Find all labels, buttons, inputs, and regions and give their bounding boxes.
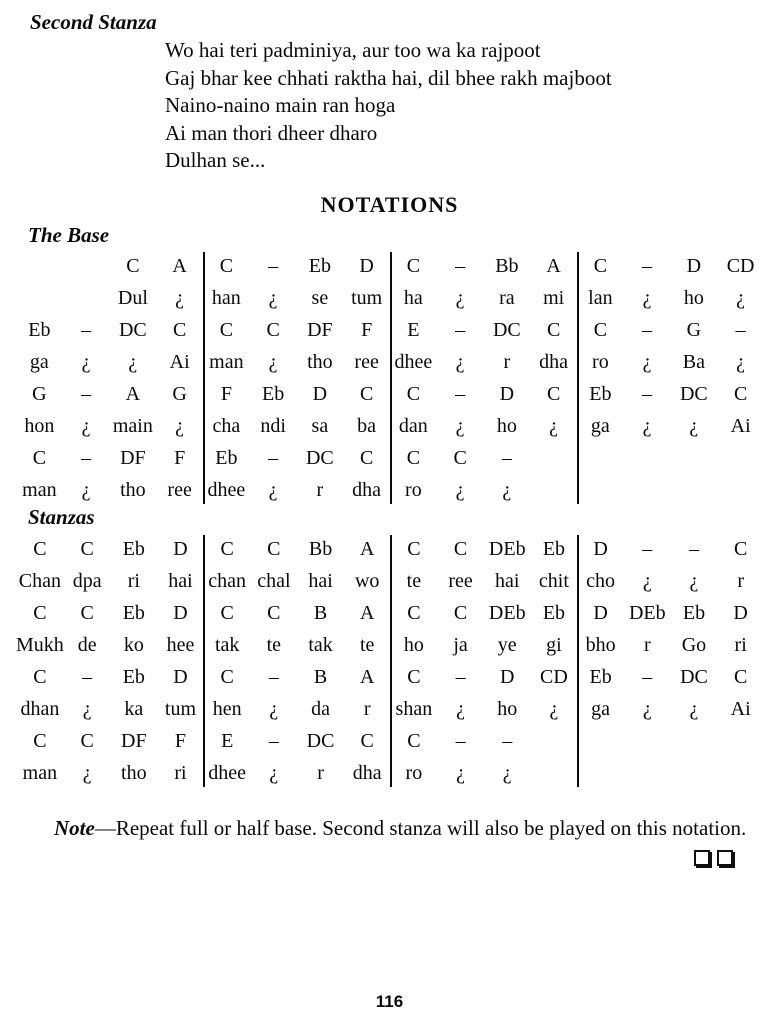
- notation-cell: Ai: [730, 698, 751, 720]
- notation-cell: ga: [590, 415, 610, 437]
- notation-cell: C: [733, 383, 748, 405]
- notation-cell: [671, 757, 718, 789]
- notation-cell: hai: [308, 570, 333, 592]
- notation-cell: ¿: [502, 479, 512, 501]
- notation-cell: DC: [306, 730, 335, 752]
- notation-cell: ¿: [689, 415, 699, 437]
- notation-cell: ¿: [736, 351, 746, 373]
- notation-cell: Bb: [308, 538, 333, 560]
- notation-cell: –: [501, 447, 512, 469]
- notation-cell: te: [266, 634, 282, 656]
- notation-cell: Eb: [122, 666, 145, 688]
- notation-cell: D: [173, 538, 188, 560]
- notation-cell: [577, 442, 624, 474]
- notation-cell: G: [32, 383, 47, 405]
- notation-cell: C: [407, 666, 421, 688]
- notation-cell: tak: [308, 634, 333, 656]
- notation-cell: DF: [120, 447, 146, 469]
- notation-cell: ¿: [455, 479, 465, 501]
- notation-cell: r: [643, 634, 651, 656]
- notation-cell: Eb: [308, 255, 331, 277]
- notation-cell: Eb: [682, 602, 706, 624]
- note-text: —Repeat full or half base. Second stanza will also be played on this notation.: [94, 816, 747, 840]
- notation-cell: –: [455, 383, 466, 405]
- notation-cell: Chan: [18, 570, 61, 592]
- notation-cell: Eb: [122, 602, 145, 624]
- notation-cell: C: [267, 538, 281, 560]
- notation-cell: ¿: [81, 415, 91, 437]
- notation-cell: r: [317, 762, 324, 784]
- notation-cell: [671, 474, 718, 506]
- notation-cell: Ba: [682, 351, 705, 373]
- notation-cell: ha: [403, 287, 423, 309]
- notation-cell: C: [406, 255, 421, 277]
- notation-cell: D: [173, 666, 188, 688]
- notation-cell: ¿: [549, 698, 559, 720]
- notation-cell: hee: [166, 634, 195, 656]
- notation-cell: man: [22, 479, 57, 501]
- notation-cell: C: [359, 447, 374, 469]
- notation-cell: [717, 474, 764, 506]
- notation-cell: [16, 282, 63, 314]
- notation-cell: A: [546, 255, 561, 277]
- lyrics-block: [165, 37, 612, 175]
- notation-cell: Eb: [262, 383, 285, 405]
- note-label: Note: [54, 816, 95, 840]
- table-group-divider: [577, 252, 579, 504]
- notation-cell: –: [268, 447, 279, 469]
- notation-cell: ho: [496, 415, 517, 437]
- notation-cell: C: [80, 538, 94, 560]
- notation-cell: B: [313, 666, 328, 688]
- notation-cell: C: [593, 319, 608, 341]
- notation-cell: [717, 725, 764, 757]
- notation-cell: wo: [354, 570, 380, 592]
- notation-cell: ¿: [269, 762, 279, 784]
- notation-cell: C: [126, 255, 140, 277]
- notation-cell: sa: [311, 415, 329, 437]
- notation-cell: dha: [352, 479, 382, 501]
- notation-cell: C: [220, 666, 234, 688]
- notation-cell: ba: [357, 415, 377, 437]
- notation-cell: ¿: [81, 479, 91, 501]
- notation-cell: tho: [120, 479, 146, 501]
- notation-cell: ¿: [175, 287, 185, 309]
- notation-cell: C: [219, 319, 234, 341]
- notation-cell: C: [407, 730, 421, 752]
- notation-cell: dhee: [394, 351, 433, 373]
- notation-cell: tho: [121, 762, 147, 784]
- notation-cell: ¿: [128, 351, 138, 373]
- notation-cell: F: [174, 730, 187, 752]
- notation-cell: ri: [734, 634, 747, 656]
- notation-cell: ndi: [260, 415, 286, 437]
- table-group-divider: [390, 535, 392, 787]
- notation-cell: C: [80, 602, 94, 624]
- notation-cell: C: [407, 538, 421, 560]
- notation-cell: Dul: [117, 287, 148, 309]
- notation-cell: C: [406, 383, 421, 405]
- notation-cell: A: [359, 666, 375, 688]
- notation-cell: C: [172, 319, 187, 341]
- notation-cell: Eb: [28, 319, 51, 341]
- notation-cell: ree: [448, 570, 473, 592]
- lyric-line: Ai man thori dheer dharo: [165, 120, 378, 145]
- notation-cell: [530, 474, 577, 506]
- notation-cell: ¿: [82, 698, 92, 720]
- notation-cell: hon: [24, 415, 55, 437]
- notation-cell: ro: [592, 351, 609, 373]
- notation-cell: C: [33, 666, 47, 688]
- notation-cell: de: [77, 634, 97, 656]
- lyric-line: Gaj bhar kee chhati raktha hai, dil bhee rakh majboot: [165, 65, 612, 90]
- notation-cell: ¿: [455, 415, 465, 437]
- notation-cell: ¿: [456, 698, 466, 720]
- notation-cell: C: [359, 383, 374, 405]
- notation-cell: cha: [212, 415, 241, 437]
- shadowed-square-icon: [694, 850, 710, 866]
- notation-cell: ¿: [456, 762, 466, 784]
- notation-cell: Mukh: [16, 634, 64, 656]
- notation-cell: mi: [543, 287, 565, 309]
- notation-cell: dha: [352, 762, 382, 784]
- notation-cell: C: [219, 255, 234, 277]
- notation-cell: [671, 442, 718, 474]
- notation-cell: DC: [680, 666, 708, 688]
- notation-cell: ¿: [642, 415, 652, 437]
- notation-cell: D: [359, 255, 374, 277]
- notation-cell: shan: [395, 698, 433, 720]
- notation-cell: Ai: [169, 351, 190, 373]
- notation-cell: –: [81, 319, 92, 341]
- lyric-line: Naino-naino main ran hoga: [165, 93, 396, 118]
- notation-cell: –: [455, 666, 466, 688]
- notation-cell: –: [688, 538, 699, 560]
- notation-cell: –: [642, 255, 653, 277]
- notation-cell: da: [311, 698, 330, 720]
- notation-cell: [671, 725, 718, 757]
- notation-cell: C: [33, 730, 47, 752]
- notation-cell: ¿: [642, 287, 652, 309]
- table-group-divider: [203, 252, 205, 504]
- notation-cell: G: [172, 383, 187, 405]
- notation-cell: C: [406, 447, 421, 469]
- notation-cell: C: [33, 602, 47, 624]
- notation-cell: ye: [497, 634, 517, 656]
- notation-cell: A: [359, 538, 375, 560]
- notation-cell: r: [363, 698, 371, 720]
- table-group-divider: [203, 535, 205, 787]
- lyric-line: Wo hai teri padminiya, aur too wa ka rajpoot: [165, 38, 541, 62]
- notation-cell: A: [359, 602, 375, 624]
- notation-cell: E: [221, 730, 234, 752]
- notation-cell: ¿: [81, 351, 91, 373]
- notation-cell: ri: [174, 762, 187, 784]
- notation-cell: ¿: [269, 698, 279, 720]
- notation-cell: C: [733, 666, 748, 688]
- notation-cell: ¿: [502, 762, 512, 784]
- notation-cell: tak: [214, 634, 240, 656]
- notation-cell: [717, 757, 764, 789]
- notation-cell: C: [733, 538, 748, 560]
- notation-cell: ree: [167, 479, 192, 501]
- table-group-divider: [577, 535, 579, 787]
- notation-cell: Ai: [730, 415, 751, 437]
- notation-cell: dhan: [20, 698, 60, 720]
- notation-cell: hen: [212, 698, 242, 720]
- notation-cell: A: [125, 383, 141, 405]
- end-marks: [694, 850, 733, 866]
- notation-cell: dhee: [207, 479, 246, 501]
- notation-cell: –: [455, 255, 466, 277]
- notation-cell: –: [642, 319, 653, 341]
- notation-cell: [717, 442, 764, 474]
- notation-cell: chit: [538, 570, 569, 592]
- notation-cell: lan: [588, 287, 613, 309]
- stanzas-heading: Stanzas: [28, 505, 95, 529]
- notation-cell: ¿: [82, 762, 92, 784]
- notation-cell: r: [737, 570, 744, 592]
- notation-cell: ¿: [642, 698, 652, 720]
- notation-cell: te: [359, 634, 375, 656]
- notation-cell: Eb: [589, 666, 612, 688]
- notation-cell: C: [407, 602, 421, 624]
- notation-cell: –: [502, 730, 513, 752]
- notation-cell: DC: [118, 319, 147, 341]
- notation-cell: main: [112, 415, 153, 437]
- notation-cell: C: [266, 319, 280, 341]
- notation-cell: C: [453, 538, 468, 560]
- notation-cell: ¿: [455, 351, 465, 373]
- notation-cell: C: [220, 602, 234, 624]
- notation-cell: D: [499, 383, 515, 405]
- notation-cell: DC: [679, 383, 708, 405]
- notation-cell: bho: [585, 634, 616, 656]
- notation-cell: D: [500, 666, 515, 688]
- notation-cell: ga: [591, 698, 611, 720]
- notation-cell: dpa: [72, 570, 102, 592]
- notation-cell: F: [174, 447, 186, 469]
- notation-cell: ¿: [268, 479, 278, 501]
- notation-cell: D: [733, 602, 748, 624]
- notation-cell: ra: [499, 287, 515, 309]
- notation-cell: [624, 725, 671, 757]
- notation-cell: DEb: [628, 602, 666, 624]
- notation-cell: dan: [398, 415, 428, 437]
- notation-cell: dhee: [208, 762, 247, 784]
- notation-cell: ho: [497, 698, 518, 720]
- notation-cell: D: [593, 602, 608, 624]
- notation-cell: r: [316, 479, 324, 501]
- notation-cell: se: [311, 287, 329, 309]
- notation-cell: C: [33, 538, 47, 560]
- notation-cell: ¿: [642, 351, 652, 373]
- notation-cell: A: [172, 255, 187, 277]
- notation-cell: Eb: [589, 383, 612, 405]
- base-notation-table: [16, 250, 764, 506]
- notation-cell: C: [453, 447, 467, 469]
- second-stanza-heading: Second Stanza: [30, 10, 157, 34]
- notation-cell: han: [211, 287, 241, 309]
- notation-cell: chan: [208, 570, 247, 592]
- notation-cell: –: [642, 538, 653, 560]
- notation-cell: –: [268, 666, 279, 688]
- notation-cell: ro: [405, 762, 423, 784]
- notation-cell: ree: [354, 351, 379, 373]
- notation-cell: ja: [453, 634, 468, 656]
- notation-cell: man: [22, 762, 58, 784]
- notation-cell: ¿: [736, 287, 746, 309]
- notation-cell: chal: [257, 570, 291, 592]
- notation-cell: man: [209, 351, 244, 373]
- notations-heading: NOTATIONS: [320, 192, 459, 217]
- notation-cell: –: [268, 730, 279, 752]
- notation-cell: F: [220, 383, 232, 405]
- notation-cell: [531, 725, 578, 757]
- notation-cell: tum: [164, 698, 197, 720]
- notation-cell: C: [220, 538, 234, 560]
- notation-cell: [16, 250, 63, 282]
- notation-cell: Bb: [495, 255, 519, 277]
- notation-cell: DEb: [488, 602, 526, 624]
- notation-cell: C: [267, 602, 281, 624]
- notation-cell: te: [406, 570, 422, 592]
- notation-cell: ga: [29, 351, 49, 373]
- notation-cell: D: [593, 538, 608, 560]
- notation-cell: [577, 757, 624, 789]
- notation-cell: –: [642, 666, 653, 688]
- notation-cell: ho: [683, 287, 704, 309]
- notation-cell: cho: [586, 570, 616, 592]
- notation-cell: ¿: [268, 287, 278, 309]
- base-heading: The Base: [28, 223, 110, 247]
- notation-cell: [531, 757, 578, 789]
- stanzas-notation-table: [16, 533, 764, 789]
- notation-cell: F: [361, 319, 373, 341]
- notation-cell: ri: [127, 570, 140, 592]
- notation-cell: C: [360, 730, 374, 752]
- notation-cell: –: [268, 255, 279, 277]
- notation-cell: –: [455, 319, 466, 341]
- notation-cell: ko: [123, 634, 144, 656]
- notation-cell: [63, 250, 110, 282]
- notation-cell: DF: [121, 730, 147, 752]
- notation-cell: –: [82, 666, 93, 688]
- notation-cell: ¿: [175, 415, 185, 437]
- notation-cell: ho: [403, 634, 424, 656]
- notation-cell: Eb: [542, 538, 566, 560]
- notation-cell: C: [453, 602, 468, 624]
- notation-cell: CD: [540, 666, 568, 688]
- notation-cell: Eb: [215, 447, 238, 469]
- notation-cell: D: [173, 602, 188, 624]
- notation-cell: [624, 474, 671, 506]
- page-number: 116: [375, 992, 404, 1011]
- notation-cell: [63, 282, 110, 314]
- notation-cell: DC: [305, 447, 334, 469]
- notation-cell: [624, 442, 671, 474]
- notation-cell: C: [80, 730, 94, 752]
- notation-cell: ¿: [689, 698, 699, 720]
- notation-cell: D: [312, 383, 328, 405]
- notation-cell: ¿: [642, 570, 652, 592]
- notation-cell: r: [503, 351, 511, 373]
- notation-cell: tho: [307, 351, 333, 373]
- notation-cell: ¿: [689, 570, 699, 592]
- notation-cell: C: [546, 383, 561, 405]
- notation-cell: –: [455, 730, 466, 752]
- notation-cell: ¿: [549, 415, 559, 437]
- notation-cell: –: [735, 319, 746, 341]
- lyric-line: Dulhan se...: [165, 148, 266, 173]
- notation-cell: [530, 442, 577, 474]
- note-paragraph: [14, 813, 765, 843]
- notation-cell: hai: [168, 570, 193, 592]
- notation-cell: D: [686, 255, 702, 277]
- notation-cell: gi: [546, 634, 562, 656]
- notation-cell: E: [407, 319, 420, 341]
- shadowed-square-icon: [717, 850, 733, 866]
- notation-cell: C: [593, 255, 608, 277]
- notation-cell: Eb: [122, 538, 145, 560]
- notation-cell: hai: [495, 570, 520, 592]
- notation-cell: dha: [539, 351, 569, 373]
- notation-cell: Go: [681, 634, 707, 656]
- notation-cell: [577, 474, 624, 506]
- notation-cell: [624, 757, 671, 789]
- notation-cell: DF: [307, 319, 333, 341]
- notation-cell: C: [32, 447, 47, 469]
- notation-cell: CD: [726, 255, 755, 277]
- notation-cell: Eb: [542, 602, 566, 624]
- notation-cell: –: [81, 383, 92, 405]
- notation-cell: ro: [405, 479, 422, 501]
- notation-cell: DEb: [488, 538, 526, 560]
- notation-cell: DC: [492, 319, 521, 341]
- notation-cell: ¿: [455, 287, 465, 309]
- notation-cell: tum: [351, 287, 383, 309]
- notation-cell: ka: [124, 698, 144, 720]
- notation-cell: –: [642, 383, 653, 405]
- notation-cell: G: [686, 319, 702, 341]
- notation-cell: ¿: [268, 351, 278, 373]
- notation-cell: [577, 725, 624, 757]
- notation-cell: B: [313, 602, 328, 624]
- table-group-divider: [390, 252, 392, 504]
- notation-cell: C: [546, 319, 561, 341]
- notation-cell: –: [81, 447, 92, 469]
